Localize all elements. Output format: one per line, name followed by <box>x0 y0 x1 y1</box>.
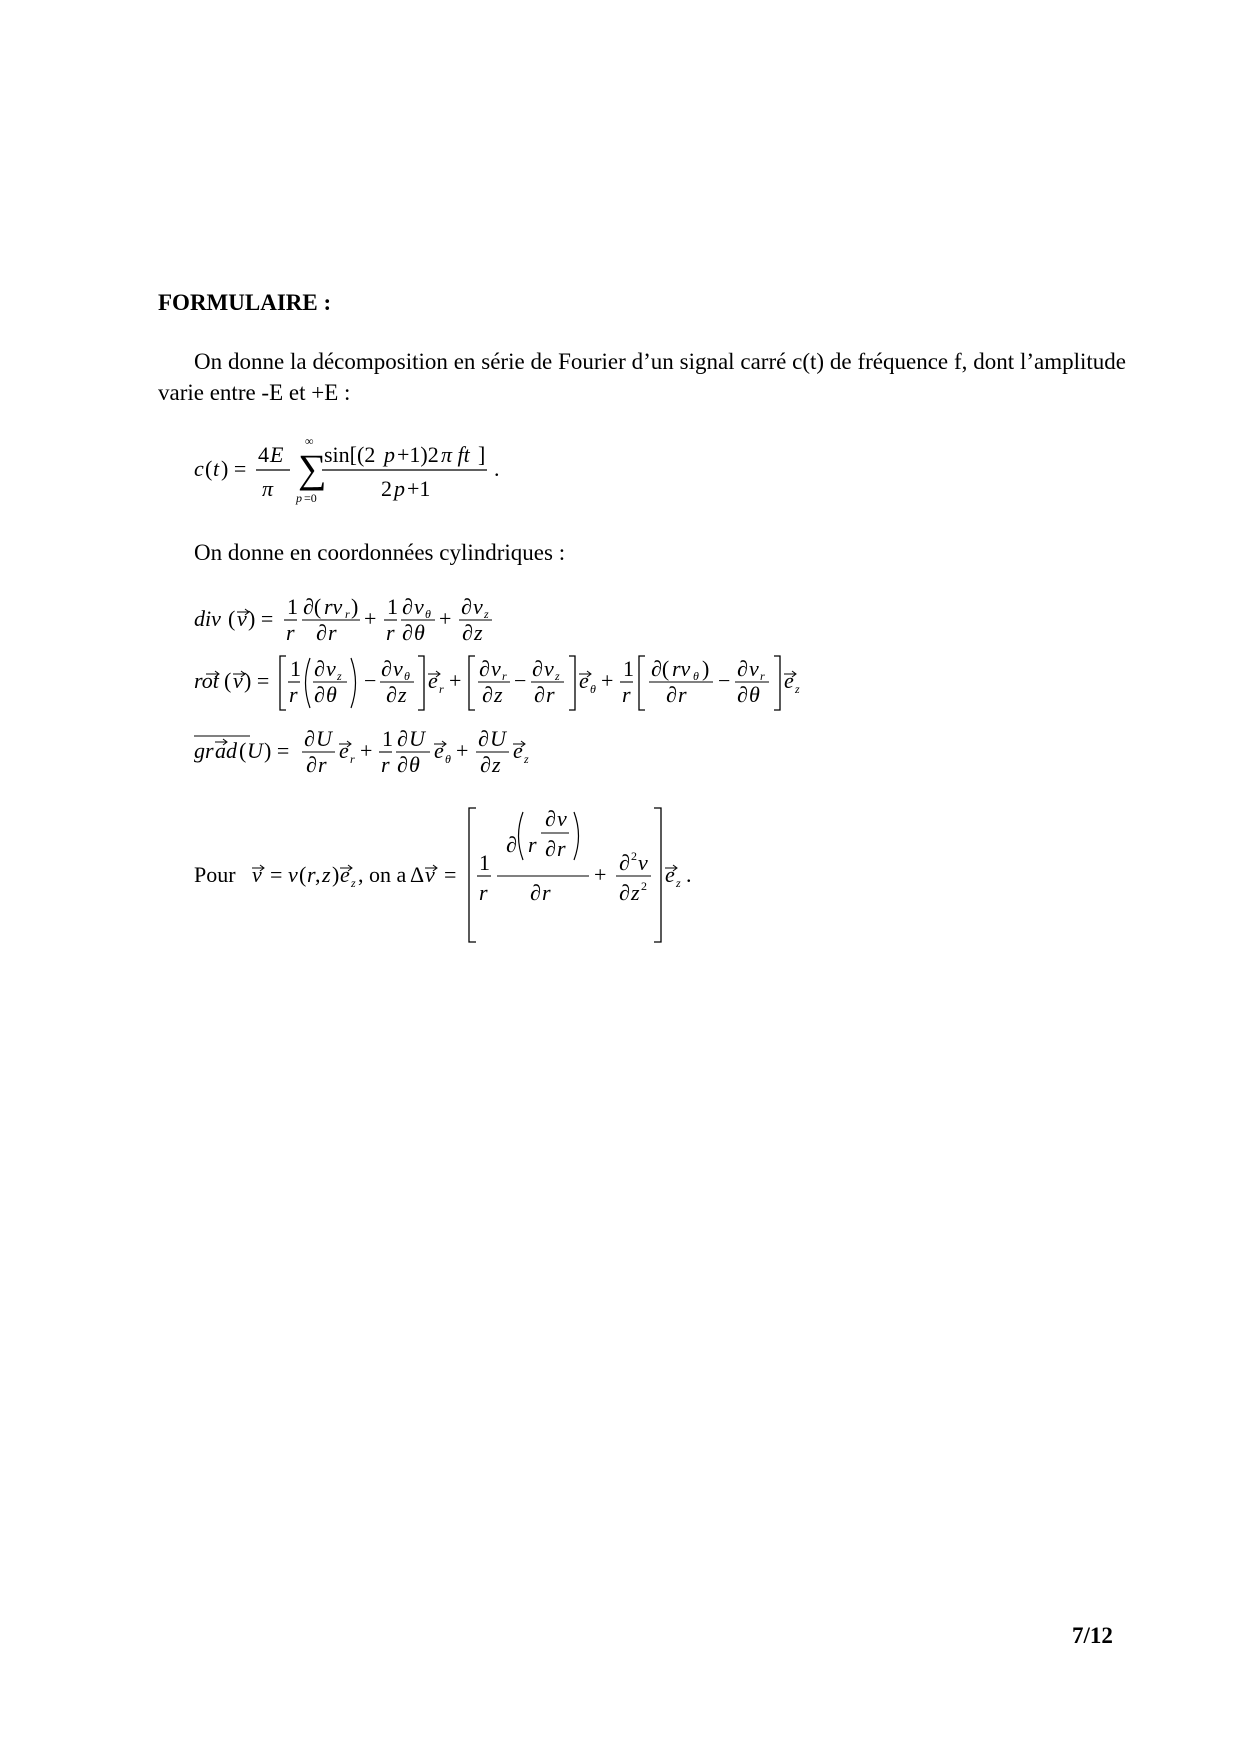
svg-text:z: z <box>322 862 331 887</box>
svg-text:∂: ∂ <box>545 806 556 831</box>
svg-text:) =: ) = <box>244 668 270 693</box>
svg-text:+: + <box>456 738 469 763</box>
svg-text:rv: rv <box>672 656 691 681</box>
svg-text:): ) <box>332 862 340 887</box>
svg-text:+: + <box>364 606 377 631</box>
svg-text:e: e <box>428 668 438 693</box>
svg-text:t: t <box>213 456 220 481</box>
svg-text:z: z <box>492 752 501 777</box>
svg-text:z: z <box>555 669 560 683</box>
svg-text:Δ: Δ <box>410 862 425 887</box>
svg-text:r: r <box>546 682 555 707</box>
svg-text:r: r <box>557 836 566 861</box>
svg-text:∂: ∂ <box>737 656 748 681</box>
svg-text:1: 1 <box>387 594 398 619</box>
gradient-formula <box>194 726 529 777</box>
svg-text:z: z <box>494 682 503 707</box>
svg-text:v: v <box>414 594 424 619</box>
svg-text:∂: ∂ <box>386 682 397 707</box>
svg-text:+1)2: +1)2 <box>397 442 439 467</box>
svg-text:r: r <box>502 669 507 683</box>
svg-text:r: r <box>479 880 488 905</box>
svg-text:∂: ∂ <box>482 682 493 707</box>
svg-text:∂: ∂ <box>478 726 489 751</box>
svg-text:∂(: ∂( <box>651 656 670 681</box>
svg-text:θ: θ <box>425 607 431 621</box>
fourier-intro-paragraph: On donne la décomposition en série de Fourier d’un signal carré c(t) de fréquence f, dont l’amplitude varie entre -E et +E : <box>158 349 1126 405</box>
svg-text:.: . <box>494 456 500 481</box>
svg-text:(: ( <box>299 862 307 887</box>
svg-text:): ) <box>702 656 710 681</box>
svg-text:−: − <box>364 668 377 693</box>
svg-text:e: e <box>340 862 350 887</box>
svg-text:r: r <box>439 682 444 696</box>
svg-text:−: − <box>514 668 527 693</box>
svg-text:(: ( <box>228 606 236 631</box>
fourier-series-equation <box>194 432 534 512</box>
svg-text:∑: ∑ <box>298 446 327 491</box>
laplacian-equation <box>194 806 754 948</box>
svg-text:r: r <box>381 752 390 777</box>
svg-text:∂: ∂ <box>506 832 517 857</box>
svg-text:1: 1 <box>290 656 301 681</box>
svg-text:U: U <box>247 738 263 763</box>
svg-text:∂: ∂ <box>737 682 748 707</box>
cylindrical-intro-paragraph: On donne en coordonnées cylindriques : <box>194 540 566 565</box>
svg-text:+: + <box>360 738 373 763</box>
svg-text:∂: ∂ <box>530 880 541 905</box>
svg-text:v: v <box>491 656 501 681</box>
svg-text:z: z <box>337 669 342 683</box>
svg-text:r: r <box>386 620 395 645</box>
page-number: 7/12 <box>1072 1623 1113 1648</box>
svg-text:∂: ∂ <box>397 726 408 751</box>
svg-text:p: p <box>384 442 395 467</box>
svg-text:θ: θ <box>445 752 451 766</box>
svg-text:∂(: ∂( <box>303 594 322 619</box>
svg-text:r: r <box>542 880 551 905</box>
svg-text:v: v <box>638 850 648 875</box>
svg-text:r: r <box>318 752 327 777</box>
svg-text:z: z <box>524 752 529 766</box>
svg-text:z: z <box>631 880 640 905</box>
laplacian-mid-text: , on a <box>358 862 407 887</box>
svg-text:a: a <box>215 738 226 763</box>
svg-text:) =: ) = <box>264 738 290 763</box>
svg-text:=0: =0 <box>304 491 317 505</box>
svg-text:θ: θ <box>409 752 420 777</box>
svg-text:1: 1 <box>623 656 634 681</box>
svg-text:v: v <box>544 656 554 681</box>
svg-text:+: + <box>594 862 607 887</box>
curl-formula <box>194 656 800 710</box>
svg-text:r: r <box>289 682 298 707</box>
svg-text:∂: ∂ <box>534 682 545 707</box>
svg-text:∂: ∂ <box>619 880 630 905</box>
svg-text:r: r <box>286 620 295 645</box>
svg-text:div: div <box>194 606 221 631</box>
svg-text:∂: ∂ <box>462 620 473 645</box>
svg-text:∂: ∂ <box>397 752 408 777</box>
svg-text:z: z <box>474 620 483 645</box>
svg-text:gr: gr <box>194 738 214 763</box>
svg-text:∂: ∂ <box>479 656 490 681</box>
svg-text:(: ( <box>205 456 213 481</box>
svg-text:θ: θ <box>326 682 337 707</box>
svg-text:∞: ∞ <box>305 434 314 448</box>
svg-text:e: e <box>513 738 523 763</box>
svg-text:=: = <box>270 862 283 887</box>
svg-text:v: v <box>233 668 243 693</box>
svg-text:]: ] <box>478 442 486 467</box>
svg-text:p: p <box>394 476 405 501</box>
svg-text:e: e <box>339 738 349 763</box>
svg-text:1: 1 <box>287 594 298 619</box>
svg-text:∂: ∂ <box>314 682 325 707</box>
svg-text:) =: ) = <box>221 456 247 481</box>
svg-text:2: 2 <box>381 476 392 501</box>
svg-text:∂: ∂ <box>461 594 472 619</box>
svg-text:−: − <box>718 668 731 693</box>
svg-text:e: e <box>784 668 794 693</box>
svg-text:(: ( <box>239 738 247 763</box>
svg-text:v: v <box>749 656 759 681</box>
svg-text:θ: θ <box>693 669 699 683</box>
svg-text:,: , <box>315 862 321 887</box>
svg-text:E: E <box>270 442 284 467</box>
svg-text:∂: ∂ <box>314 656 325 681</box>
svg-text:∂: ∂ <box>306 752 317 777</box>
svg-text:∂: ∂ <box>402 620 413 645</box>
svg-text:): ) <box>351 594 359 619</box>
svg-text:v: v <box>237 606 247 631</box>
svg-text:rv: rv <box>324 594 343 619</box>
svg-text:v: v <box>288 862 298 887</box>
svg-text:z: z <box>795 682 800 696</box>
svg-text:U: U <box>316 726 332 751</box>
svg-text:r: r <box>307 862 316 887</box>
svg-text:U: U <box>490 726 506 751</box>
svg-text:∂: ∂ <box>480 752 491 777</box>
svg-text:1: 1 <box>382 726 393 751</box>
svg-text:r: r <box>328 620 337 645</box>
section-heading: FORMULAIRE : <box>158 290 332 315</box>
svg-text:∂: ∂ <box>381 656 392 681</box>
svg-text:sin[(2: sin[(2 <box>324 442 376 467</box>
svg-text:∂: ∂ <box>304 726 315 751</box>
cylindrical-operators-equations <box>194 590 894 790</box>
svg-text:∂: ∂ <box>532 656 543 681</box>
svg-text:π: π <box>262 476 274 501</box>
svg-text:+: + <box>601 668 614 693</box>
svg-text:z: z <box>398 682 407 707</box>
svg-text:r: r <box>760 669 765 683</box>
svg-text:θ: θ <box>749 682 760 707</box>
svg-text:r: r <box>345 607 350 621</box>
svg-text:z: z <box>351 876 356 890</box>
svg-text:e: e <box>434 738 444 763</box>
svg-text:π ft: π ft <box>441 442 470 467</box>
svg-text:) =: ) = <box>248 606 274 631</box>
divergence-formula <box>194 594 492 645</box>
svg-text:rot: rot <box>194 668 219 693</box>
svg-text:p: p <box>296 491 302 505</box>
svg-text:θ: θ <box>414 620 425 645</box>
svg-text:v: v <box>425 862 435 887</box>
svg-text:v: v <box>393 656 403 681</box>
laplacian-prefix: Pour <box>194 862 236 887</box>
svg-text:∂: ∂ <box>402 594 413 619</box>
svg-text:d: d <box>226 738 237 763</box>
svg-text:v: v <box>252 862 262 887</box>
svg-text:θ: θ <box>404 669 410 683</box>
svg-text:1: 1 <box>479 850 490 875</box>
svg-text:e: e <box>665 862 675 887</box>
svg-text:=: = <box>444 862 457 887</box>
svg-text:(: ( <box>224 668 232 693</box>
svg-text:2: 2 <box>631 849 637 863</box>
svg-text:4: 4 <box>258 442 269 467</box>
svg-text:2: 2 <box>641 879 647 893</box>
svg-text:r: r <box>350 752 355 766</box>
svg-text:v: v <box>473 594 483 619</box>
svg-text:r: r <box>678 682 687 707</box>
svg-text:∂: ∂ <box>666 682 677 707</box>
svg-text:r: r <box>622 682 631 707</box>
svg-text:U: U <box>409 726 425 751</box>
svg-text:z: z <box>676 876 681 890</box>
svg-text:c: c <box>194 456 204 481</box>
svg-text:e: e <box>579 668 589 693</box>
svg-text:+1: +1 <box>407 476 431 501</box>
svg-text:θ: θ <box>590 682 596 696</box>
svg-text:+: + <box>449 668 462 693</box>
svg-text:∂: ∂ <box>545 836 556 861</box>
svg-text:z: z <box>484 607 489 621</box>
svg-text:r: r <box>528 832 537 857</box>
svg-text:∂: ∂ <box>619 850 630 875</box>
svg-text:v: v <box>557 806 567 831</box>
svg-text:∂: ∂ <box>316 620 327 645</box>
svg-text:v: v <box>326 656 336 681</box>
svg-text:+: + <box>439 606 452 631</box>
svg-text:.: . <box>686 862 692 887</box>
